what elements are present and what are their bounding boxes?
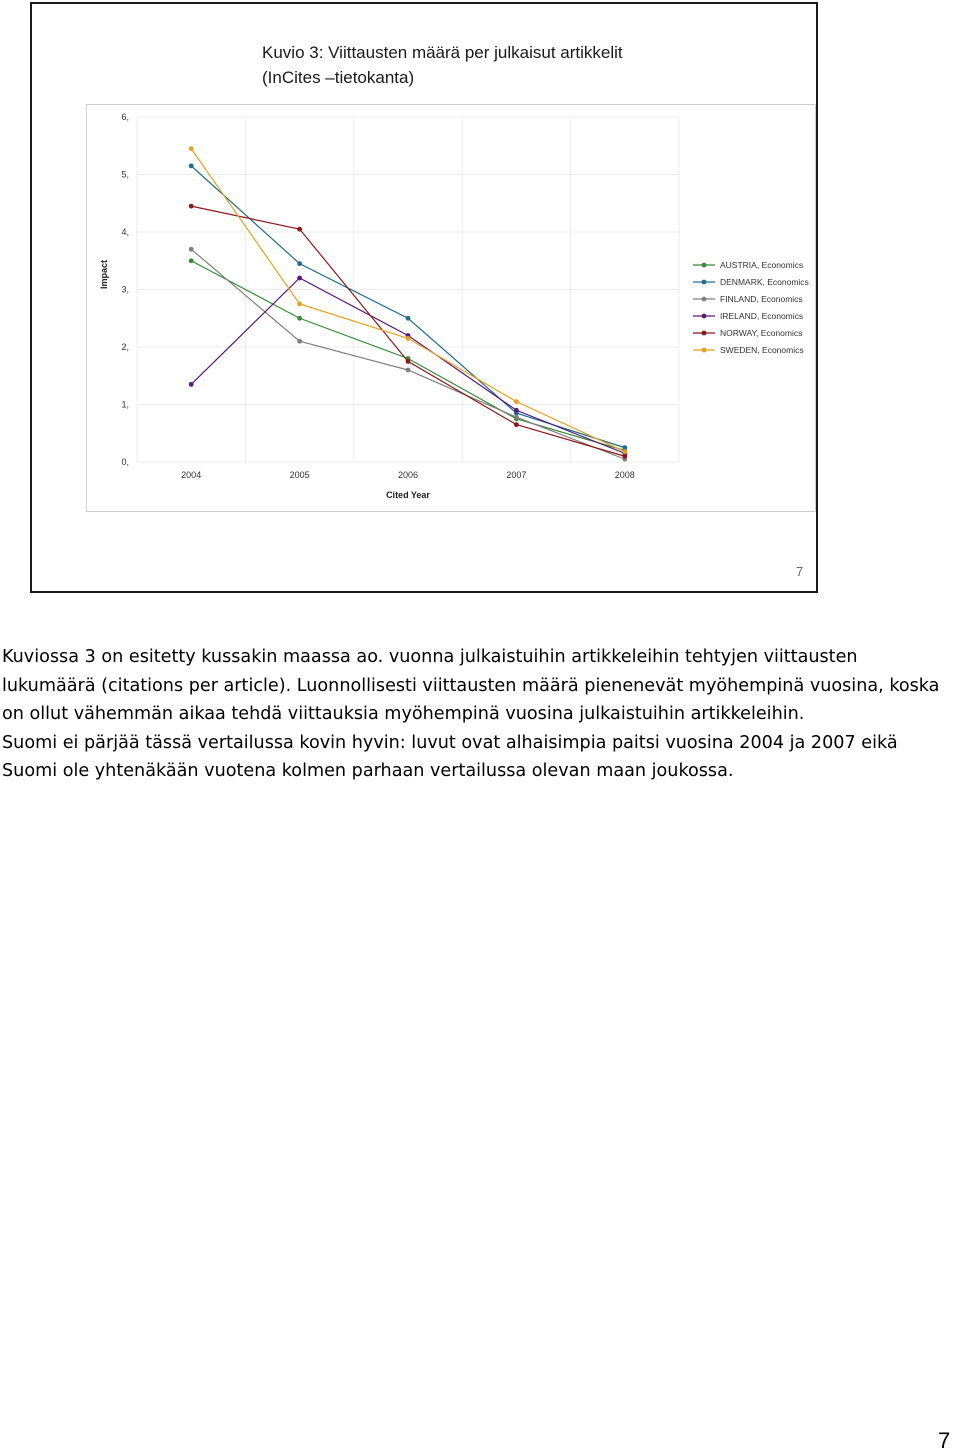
series-line bbox=[191, 149, 625, 452]
y-tick-label: 1, bbox=[121, 399, 129, 410]
y-tick-label: 2, bbox=[121, 342, 129, 352]
line-chart bbox=[86, 104, 816, 512]
data-point bbox=[514, 399, 519, 404]
series-line bbox=[191, 206, 625, 456]
x-tick-label: 2006 bbox=[397, 470, 419, 480]
data-point bbox=[297, 339, 302, 344]
slide-frame bbox=[30, 2, 818, 593]
data-point bbox=[514, 415, 519, 420]
y-tick-label: 6, bbox=[121, 112, 129, 122]
series-line bbox=[191, 166, 625, 448]
data-point bbox=[406, 336, 411, 341]
data-point bbox=[189, 247, 194, 252]
y-tick-label: 5, bbox=[121, 169, 129, 180]
slide-title: Kuvio 3: Viittausten määrä per julkaisut artikkelit (InCites –tietokanta) bbox=[262, 43, 623, 87]
data-point bbox=[297, 227, 302, 232]
y-axis-title: Impact bbox=[99, 259, 109, 290]
legend-label: AUSTRIA, Economics bbox=[720, 260, 804, 270]
data-point bbox=[514, 408, 519, 413]
legend-marker bbox=[702, 280, 707, 285]
legend-label: SWEDEN, Economics bbox=[720, 345, 804, 355]
x-axis-title: Cited Year bbox=[386, 490, 430, 500]
body-text bbox=[2, 643, 952, 786]
data-point bbox=[189, 258, 194, 263]
data-point bbox=[297, 316, 302, 321]
y-tick-label: 0, bbox=[121, 457, 129, 467]
data-point bbox=[189, 382, 194, 387]
legend-marker bbox=[702, 297, 707, 302]
legend-marker bbox=[702, 331, 707, 336]
x-tick-label: 2007 bbox=[506, 470, 527, 480]
data-point bbox=[514, 422, 519, 427]
y-tick-label: 4, bbox=[121, 227, 129, 237]
x-tick-label: 2005 bbox=[289, 470, 310, 480]
data-point bbox=[622, 454, 627, 459]
data-point bbox=[189, 146, 194, 151]
data-point bbox=[297, 261, 302, 266]
y-tick-label: 3, bbox=[121, 284, 129, 295]
chart-svg bbox=[87, 105, 815, 511]
data-point bbox=[406, 316, 411, 321]
data-point bbox=[622, 449, 627, 454]
x-tick-label: 2004 bbox=[181, 470, 202, 480]
legend-marker bbox=[702, 348, 707, 353]
data-point bbox=[297, 301, 302, 306]
data-point bbox=[297, 276, 302, 281]
x-tick-label: 2008 bbox=[614, 470, 635, 480]
data-point bbox=[406, 359, 411, 364]
legend-label: DENMARK, Economics bbox=[720, 277, 809, 287]
body-paragraph-2: Suomi ei pärjää tässä vertailussa kovin hyvin: luvut ovat alhaisimpia paitsi vuosina 2004 ja 2007 eikä Suomi ole yhtenäkään vuotena kolmen parhaan vertailussa olevan maan joukossa. bbox=[2, 732, 898, 782]
body-paragraph-1: Kuviossa 3 on esitetty kussakin maassa ao. vuonna julkaistuihin artikkeleihin tehtyjen viittausten lukumäärä (citations per article). Luonnollisesti viittausten määrä pienenevät myöhempinä vuosina, koska on ollut vähemmän aikaa tehdä viittauksia myöhempinä vuosina julkaistuihin artikkeleihin. bbox=[2, 647, 940, 725]
legend-label: NORWAY, Economics bbox=[720, 328, 803, 338]
legend-marker bbox=[702, 263, 707, 268]
data-point bbox=[189, 204, 194, 209]
data-point bbox=[189, 163, 194, 168]
legend-marker bbox=[702, 314, 707, 319]
slide-number: 7 bbox=[796, 564, 804, 579]
page-number: 7 bbox=[938, 1428, 951, 1453]
legend-label: FINLAND, Economics bbox=[720, 294, 803, 304]
data-point bbox=[406, 368, 411, 373]
legend-label: IRELAND, Economics bbox=[720, 311, 804, 321]
